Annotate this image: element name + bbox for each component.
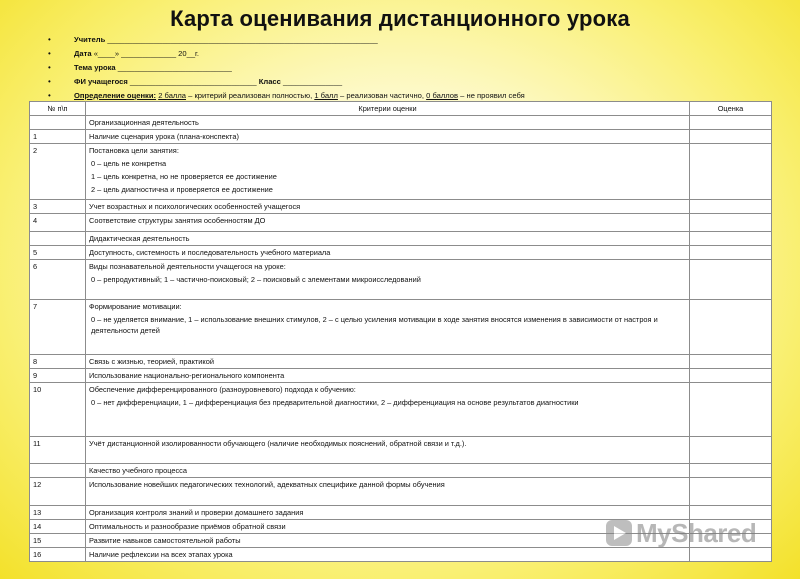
row-criterion: Оптимальность и разнообразие приёмов обратной связи xyxy=(89,522,286,531)
row-num: 2 xyxy=(30,144,86,200)
topic-blank: ___________________________ xyxy=(117,63,232,72)
score-cell[interactable] xyxy=(690,369,772,383)
row-criterion: Организация контроля знаний и проверки домашнего задания xyxy=(89,508,304,517)
score-cell[interactable] xyxy=(690,355,772,369)
evaluation-table xyxy=(29,101,772,562)
scoring-1-desc: – реализован частично, xyxy=(340,91,424,100)
row-num: 13 xyxy=(30,506,86,520)
table-row xyxy=(30,144,772,200)
table-header-row xyxy=(30,102,772,116)
scoring-label: Определение оценки: xyxy=(74,91,157,100)
header-fields xyxy=(48,33,668,103)
row-criterion: Постановка цели занятия: xyxy=(89,146,179,155)
row-num: 11 xyxy=(30,437,86,464)
date-label: Дата xyxy=(74,49,92,58)
row-num: 5 xyxy=(30,246,86,260)
row-criterion: Использование новейших педагогических технологий, адекватных специфике данной формы обучения xyxy=(89,480,445,489)
student-line xyxy=(48,75,668,89)
row-criterion: Обеспечение дифференцированного (разноуровневого) подхода к обучению: xyxy=(89,385,356,394)
score-cell[interactable] xyxy=(690,200,772,214)
teacher-blank: ________________________________________________________________ xyxy=(107,35,378,44)
table-row xyxy=(30,130,772,144)
table-row xyxy=(30,355,772,369)
row-criterion: Соответствие структуры занятия особенностям ДО xyxy=(89,216,266,225)
row-num: 16 xyxy=(30,548,86,562)
row-criterion: Наличие сценария урока (плана-конспекта) xyxy=(89,132,239,141)
table-row xyxy=(30,200,772,214)
row-num: 6 xyxy=(30,260,86,300)
row-num: 8 xyxy=(30,355,86,369)
row-criterion: Наличие рефлексии на всех этапах урока xyxy=(89,550,233,559)
row-criterion: Учёт дистанционной изолированности обучающего (наличие необходимых пояснений, обратной связи и т.д.). xyxy=(89,439,467,448)
table-row xyxy=(30,246,772,260)
row-num: 9 xyxy=(30,369,86,383)
scoring-0-points: 0 баллов xyxy=(426,91,459,100)
score-cell[interactable] xyxy=(690,300,772,355)
row-option: 0 – нет дифференциации, 1 – дифференциация без предварительной диагностики, 2 – дифференциация на основе результатов диагностики xyxy=(91,398,579,407)
section-org: Организационная деятельность xyxy=(86,116,690,130)
table-row xyxy=(30,478,772,506)
page-title: Карта оценивания дистанционного урока xyxy=(170,6,630,31)
score-cell[interactable] xyxy=(690,260,772,300)
scoring-2-points: 2 балла xyxy=(158,91,187,100)
score-cell[interactable] xyxy=(690,478,772,506)
scoring-0-desc: – не проявил себя xyxy=(460,91,525,100)
table-row xyxy=(30,437,772,464)
row-criterion: Использование национально-регионального компонента xyxy=(89,371,285,380)
teacher-label: Учитель xyxy=(74,35,106,44)
date-line xyxy=(48,47,668,61)
row-criterion: Развитие навыков самостоятельной работы xyxy=(89,536,241,545)
score-cell[interactable] xyxy=(690,437,772,464)
score-cell[interactable] xyxy=(690,130,772,144)
row-num: 1 xyxy=(30,130,86,144)
table-row xyxy=(30,383,772,437)
row-criterion: Доступность, системность и последовательность учебного материала xyxy=(89,248,331,257)
date-blank: «____» _____________ 20__г. xyxy=(93,49,200,58)
score-cell[interactable] xyxy=(690,246,772,260)
topic-label: Тема урока xyxy=(74,63,116,72)
teacher-line xyxy=(48,33,668,47)
row-option: 2 – цель диагностична и проверяется ее достижение xyxy=(91,185,273,194)
header-score: Оценка xyxy=(690,102,772,116)
row-criterion: Учет возрастных и психологических особенностей учащегося xyxy=(89,202,301,211)
row-num: 4 xyxy=(30,214,86,232)
row-option: 0 – не уделяется внимание, 1 – использование внешних стимулов, 2 – с целью усиления мотивации в ходе занятия вносятся изменения в зависимости от настроя и деятельности детей xyxy=(91,315,658,335)
table-row xyxy=(30,214,772,232)
row-num: 7 xyxy=(30,300,86,355)
table-row xyxy=(30,300,772,355)
row-num: 12 xyxy=(30,478,86,506)
row-option: 0 – репродуктивный; 1 – частично-поисковый; 2 – поисковый с элементами микроисследований xyxy=(91,275,421,284)
score-cell[interactable] xyxy=(690,383,772,437)
student-label: ФИ учащегося xyxy=(74,77,128,86)
watermark xyxy=(606,515,756,551)
play-icon xyxy=(606,520,632,546)
watermark-text: MyShared xyxy=(636,517,757,548)
topic-line xyxy=(48,61,668,75)
row-num: 3 xyxy=(30,200,86,214)
section-row-org xyxy=(30,116,772,130)
scoring-1-point: 1 балл xyxy=(314,91,338,100)
table-row xyxy=(30,260,772,300)
class-blank: ______________ xyxy=(283,77,343,86)
section-did: Дидактическая деятельность xyxy=(86,232,690,246)
table-row xyxy=(30,369,772,383)
row-criterion: Формирование мотивации: xyxy=(89,302,182,311)
score-cell[interactable] xyxy=(690,144,772,200)
row-num: 14 xyxy=(30,520,86,534)
section-qual: Качество учебного процесса xyxy=(86,464,690,478)
row-criterion: Связь с жизнью, теорией, практикой xyxy=(89,357,214,366)
section-row-qual xyxy=(30,464,772,478)
section-row-did xyxy=(30,232,772,246)
scoring-2-desc: – критерий реализован полностью, xyxy=(188,91,313,100)
row-num: 10 xyxy=(30,383,86,437)
student-blank: ______________________________ xyxy=(129,77,257,86)
row-option: 1 – цель конкретна, но не проверяется ее достижение xyxy=(91,172,277,181)
header-criteria: Критерии оценки xyxy=(86,102,690,116)
row-option: 0 – цель не конкретна xyxy=(91,159,167,168)
score-cell[interactable] xyxy=(690,214,772,232)
row-criterion: Виды познавательной деятельности учащегося на уроке: xyxy=(89,262,286,271)
row-num: 15 xyxy=(30,534,86,548)
header-num: № п\п xyxy=(30,102,86,116)
class-label: Класс xyxy=(258,77,281,86)
